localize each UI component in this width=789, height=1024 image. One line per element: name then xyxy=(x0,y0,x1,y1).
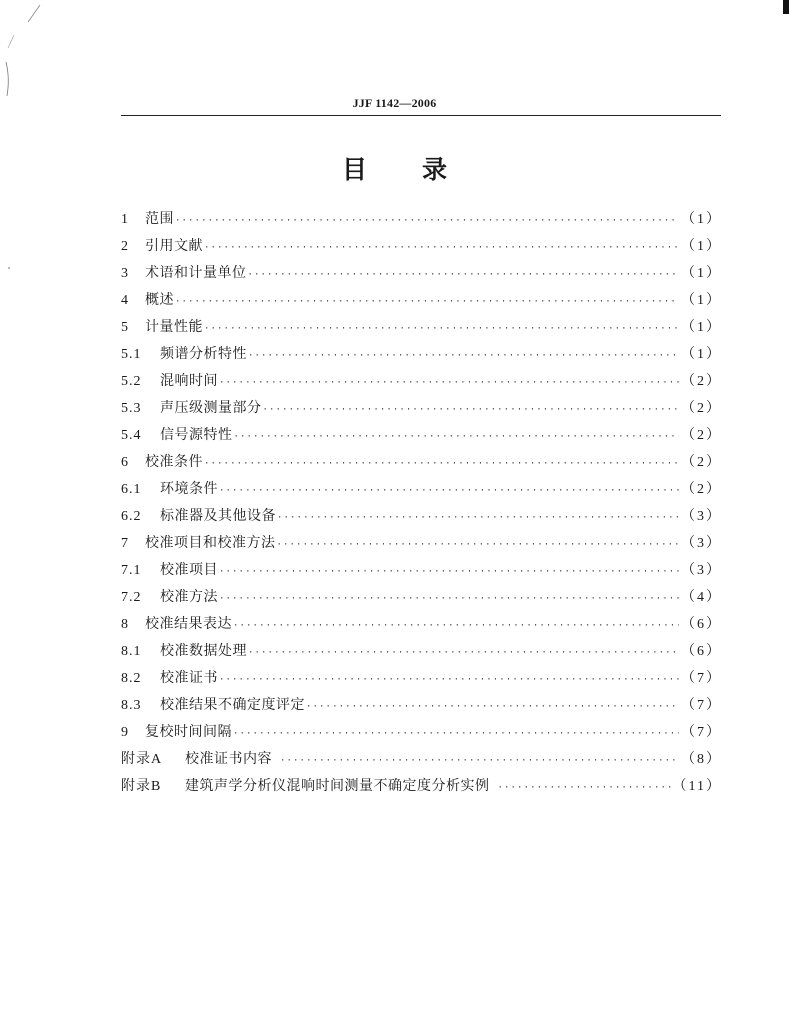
toc-entry-8-2[interactable] xyxy=(121,668,722,695)
toc-label: 范围 xyxy=(145,211,174,227)
toc-number: 6.2 xyxy=(121,509,142,524)
toc-page: （8） xyxy=(681,752,722,767)
toc-page: （1） xyxy=(681,266,722,281)
toc-label: 计量性能 xyxy=(145,319,203,335)
toc-entry-5-3[interactable] xyxy=(121,398,722,425)
toc-number: 8.3 xyxy=(121,698,142,713)
toc-leader-dots xyxy=(175,292,679,312)
toc-entry-5[interactable] xyxy=(121,317,722,344)
toc-number: 1 xyxy=(121,212,129,227)
toc-page: （4） xyxy=(681,590,722,605)
toc-leader-dots xyxy=(219,562,679,582)
toc-number: 6 xyxy=(121,455,129,470)
toc-page: （2） xyxy=(681,455,722,470)
toc-entry-3[interactable] xyxy=(121,263,722,290)
toc-number: 5.3 xyxy=(121,401,142,416)
toc-label: 校准证书内容 xyxy=(185,751,272,767)
toc-label: 信号源特性 xyxy=(160,427,233,443)
toc-entry-8-1[interactable] xyxy=(121,641,722,668)
toc-entry-5-1[interactable] xyxy=(121,344,722,371)
toc-entry-7[interactable] xyxy=(121,533,722,560)
toc-number: 7 xyxy=(121,536,129,551)
toc-page: （6） xyxy=(681,644,722,659)
toc-leader-dots xyxy=(219,481,679,501)
toc-leader-dots xyxy=(219,670,679,690)
scan-mark xyxy=(783,0,789,14)
toc-page: （2） xyxy=(681,401,722,416)
toc-number: 附录A xyxy=(121,752,163,767)
toc-leader-dots xyxy=(233,724,679,744)
toc-leader-dots xyxy=(277,508,679,528)
toc-leader-dots xyxy=(204,319,679,339)
toc-page: （3） xyxy=(681,563,722,578)
toc-entry-7-1[interactable] xyxy=(121,560,722,587)
toc-title-char-2: 录 xyxy=(422,155,448,184)
toc-page: （7） xyxy=(681,671,722,686)
toc-number: 5 xyxy=(121,320,129,335)
toc-entry-6[interactable] xyxy=(121,452,722,479)
toc-leader-dots xyxy=(248,346,679,366)
toc-entry-8[interactable] xyxy=(121,614,722,641)
document-code: JJF 1142—2006 xyxy=(352,96,437,110)
toc-number: 3 xyxy=(121,266,129,281)
toc-leader-dots xyxy=(280,751,679,771)
toc-page: （6） xyxy=(681,617,722,632)
toc-page: （1） xyxy=(681,347,722,362)
toc-entry-6-1[interactable] xyxy=(121,479,722,506)
toc-number: 6.1 xyxy=(121,482,142,497)
toc-entry-9[interactable] xyxy=(121,722,722,749)
toc-number: 附录B xyxy=(121,779,162,794)
toc-entry-5-4[interactable] xyxy=(121,425,722,452)
toc-leader-dots xyxy=(204,454,679,474)
toc-number: 5.1 xyxy=(121,347,142,362)
toc-label: 频谱分析特性 xyxy=(160,346,247,362)
toc-leader-dots xyxy=(498,778,671,798)
toc-label: 声压级测量部分 xyxy=(160,400,262,416)
toc-title xyxy=(0,150,789,186)
toc-number: 8 xyxy=(121,617,129,632)
toc-page: （1） xyxy=(681,239,722,254)
toc-number: 8.2 xyxy=(121,671,142,686)
toc-number: 4 xyxy=(121,293,129,308)
toc-page: （11） xyxy=(672,779,722,794)
toc-page: （7） xyxy=(681,725,722,740)
toc-leader-dots xyxy=(248,643,679,663)
toc-page: （7） xyxy=(681,698,722,713)
toc-page: （3） xyxy=(681,536,722,551)
toc-leader-dots xyxy=(204,238,679,258)
toc-entry-8-3[interactable] xyxy=(121,695,722,722)
toc-label: 术语和计量单位 xyxy=(145,265,247,281)
toc-entry-appendix-a[interactable] xyxy=(121,749,722,776)
toc-number: 9 xyxy=(121,725,129,740)
toc-entry-4[interactable] xyxy=(121,290,722,317)
toc-label: 标准器及其他设备 xyxy=(160,508,276,524)
toc-leader-dots xyxy=(233,616,679,636)
toc-leader-dots xyxy=(263,400,680,420)
toc-number: 5.4 xyxy=(121,428,142,443)
toc-leader-dots xyxy=(219,373,679,393)
toc-label: 建筑声学分析仪混响时间测量不确定度分析实例 xyxy=(185,778,490,794)
toc-label: 复校时间间隔 xyxy=(145,724,232,740)
toc-page: （2） xyxy=(681,482,722,497)
toc-number: 5.2 xyxy=(121,374,142,389)
toc-page: （2） xyxy=(681,428,722,443)
toc-label: 校准证书 xyxy=(160,670,218,686)
toc-entry-7-2[interactable] xyxy=(121,587,722,614)
toc-entry-2[interactable] xyxy=(121,236,722,263)
toc-number: 2 xyxy=(121,239,129,254)
toc-page: （1） xyxy=(681,320,722,335)
toc-label: 校准条件 xyxy=(145,454,203,470)
toc-entry-6-2[interactable] xyxy=(121,506,722,533)
toc-page: （2） xyxy=(681,374,722,389)
toc-number: 8.1 xyxy=(121,644,142,659)
toc-leader-dots xyxy=(234,427,680,447)
toc-leader-dots xyxy=(219,589,679,609)
toc-label: 环境条件 xyxy=(160,481,218,497)
header-rule xyxy=(121,115,721,116)
toc-label: 校准方法 xyxy=(160,589,218,605)
toc-label: 校准项目和校准方法 xyxy=(145,535,276,551)
toc-entry-5-2[interactable] xyxy=(121,371,722,398)
toc-leader-dots xyxy=(248,265,680,285)
toc-page: （1） xyxy=(681,293,722,308)
toc-title-char-1: 目 xyxy=(341,155,367,184)
toc-label: 校准项目 xyxy=(160,562,218,578)
toc-entry-appendix-b[interactable] xyxy=(121,776,722,803)
toc-entry-1[interactable] xyxy=(121,209,722,236)
toc-label: 概述 xyxy=(145,292,174,308)
table-of-contents xyxy=(121,209,722,803)
toc-page: （1） xyxy=(681,212,722,227)
toc-label: 校准数据处理 xyxy=(160,643,247,659)
toc-page: （3） xyxy=(681,509,722,524)
toc-leader-dots xyxy=(175,211,679,231)
toc-label: 混响时间 xyxy=(160,373,218,389)
toc-leader-dots xyxy=(277,535,680,555)
toc-leader-dots xyxy=(306,697,679,717)
toc-label: 校准结果不确定度评定 xyxy=(160,697,305,713)
toc-label: 校准结果表达 xyxy=(145,616,232,632)
toc-number: 7.2 xyxy=(121,590,142,605)
toc-label: 引用文献 xyxy=(145,238,203,254)
toc-number: 7.1 xyxy=(121,563,142,578)
